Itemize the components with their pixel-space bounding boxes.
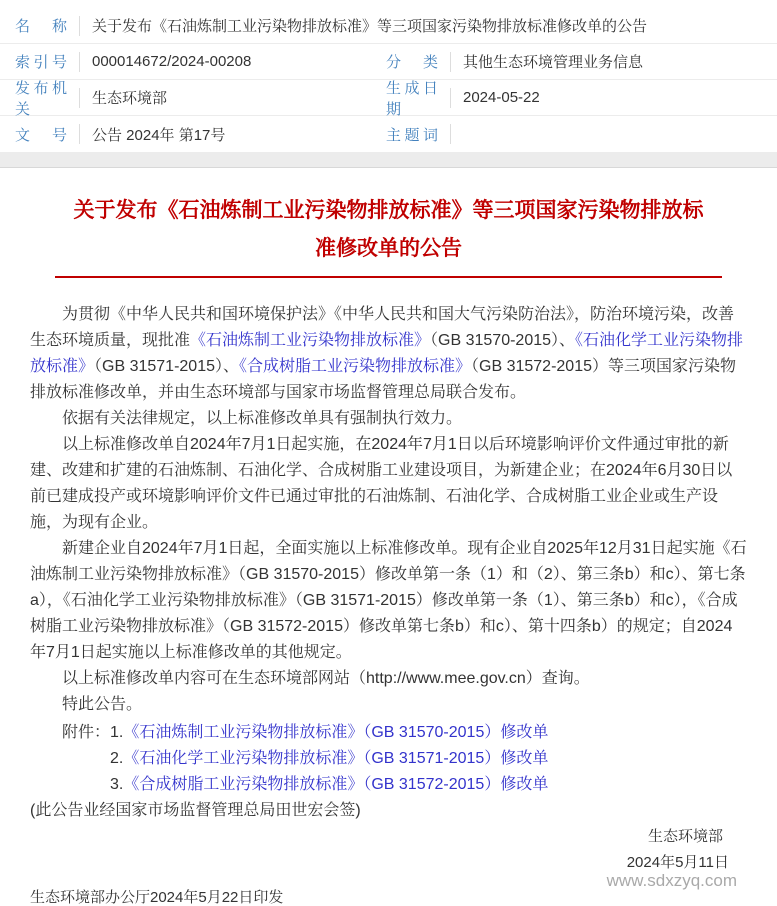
attachment-number: 3. <box>110 776 124 793</box>
meta-value-category: 其他生态环境管理业务信息 <box>463 54 644 71</box>
signature-date: 2024年5月11日 <box>626 854 729 871</box>
attachment-item <box>30 720 747 746</box>
standard-link[interactable]: 《合成树脂工业污染物排放标准》 <box>239 358 472 375</box>
page-title: 关于发布《石油炼制工业污染物排放标准》等三项国家污染物排放标准修改单的公告 <box>73 199 704 260</box>
document-area <box>0 168 777 906</box>
attachment-number: 1. <box>110 724 124 741</box>
paragraph-text: （GB 31571-2015）、 <box>94 358 239 375</box>
paragraph-text: （GB 31570-2015）、 <box>430 332 576 349</box>
meta-row-index <box>0 44 777 80</box>
document-body <box>30 302 747 906</box>
meta-row-agency <box>0 80 777 116</box>
meta-label-category: 分类 <box>386 54 438 71</box>
print-note: 生态环境部办公厅2024年5月22日印发 <box>30 889 284 906</box>
meta-value-document-number: 公告 2024年 第17号 <box>92 126 226 144</box>
standard-link[interactable]: 《石油炼制工业污染物排放标准》 <box>190 332 431 349</box>
attachment-number: 2. <box>110 750 124 767</box>
meta-value-name: 关于发布《石油炼制工业污染物排放标准》等三项国家污染物排放标准修改单的公告 <box>92 18 648 35</box>
metadata-table <box>0 0 777 152</box>
watermark: www.sdxzyq.com <box>606 871 737 890</box>
section-separator-band <box>0 152 777 168</box>
paragraph: 以上标准修改单自2024年7月1日起实施，在2024年7月1日以后环境影响评价文件通过审批的新建、改建和扩建的石油炼制、石油化学、合成树脂工业建设项目，为新建企业；在2024年6月30日以前已建成投产或环境影响评价文件已通过审批的石油炼制、石油化学、合成树脂工业企业或生产设施，为现有企业。 <box>30 436 733 531</box>
meta-label-issuing-agency: 发布机关 <box>15 79 67 118</box>
meta-value-issuing-agency: 生态环境部 <box>92 90 168 107</box>
divider <box>450 124 451 144</box>
attachments-list <box>30 720 747 798</box>
paragraph: 依据有关法律规定，以上标准修改单具有强制执行效力。 <box>62 410 463 427</box>
meta-row-docnumber <box>0 116 777 152</box>
cosign-note: (此公告业经国家市场监督管理总局田世宏会签) <box>30 802 361 819</box>
meta-row-name <box>0 8 777 44</box>
signature-agency: 生态环境部 <box>647 828 723 845</box>
meta-label-generated-date: 生成日期 <box>386 79 438 118</box>
meta-label-subject-words: 主题词 <box>386 126 438 144</box>
attachment-item <box>30 772 747 798</box>
paragraph-text: 为贯彻《中华人民共和国环境保护法》《中华人民共和国大气污染防治法》，防治环境污染，改善生态环境质量，现批准 <box>30 306 735 349</box>
attachment-link-gb31570[interactable]: 《石油炼制工业污染物排放标准》（GB 31570-2015）修改单 <box>123 724 549 741</box>
paragraph: 以上标准修改单内容可在生态环境部网站（http://www.mee.gov.cn）查询。 <box>62 670 590 687</box>
paragraph-intro <box>30 302 747 406</box>
title-rule <box>55 276 722 278</box>
paragraph: 特此公告。 <box>62 696 143 713</box>
meta-label-index-number: 索引号 <box>15 54 67 71</box>
attachment-item <box>30 746 747 772</box>
meta-value-index-number: 000014672/2024-00208 <box>92 53 252 70</box>
meta-value-generated-date: 2024-05-22 <box>463 89 540 106</box>
attachment-link-gb31571[interactable]: 《石油化学工业污染物排放标准》（GB 31571-2015）修改单 <box>123 750 549 767</box>
paragraph: 新建企业自2024年7月1日起，全面实施以上标准修改单。现有企业自2025年12月31日起实施《石油炼制工业污染物排放标准》（GB 31570-2015）修改单第一条（1）和（2）、第三条b）和c）、第七条a），《石油化学工业污染物排放标准》（GB 31571-2015）修改单第一条（1）、第三条b）和c），《合成树脂工业污染物排放标准》（GB 31572-2015）修改单第七条b）和c）、第十四条b）的规定；自2024年7月1日起实施以上标准修改单的其他规定。 <box>30 540 747 661</box>
meta-label-document-number: 文号 <box>15 126 67 144</box>
attachments-label: 附件： <box>62 724 111 741</box>
meta-label-name: 名称 <box>15 18 67 35</box>
attachment-link-gb31572[interactable]: 《合成树脂工业污染物排放标准》（GB 31572-2015）修改单 <box>123 776 549 793</box>
standard-link[interactable]: 《石油化学工业污染物排放标准》 <box>30 332 744 375</box>
paragraph-text: （GB 31572-2015）等三项国家污染物排放标准修改单，并由生态环境部与国家市场监督管理总局联合发布。 <box>30 358 736 401</box>
